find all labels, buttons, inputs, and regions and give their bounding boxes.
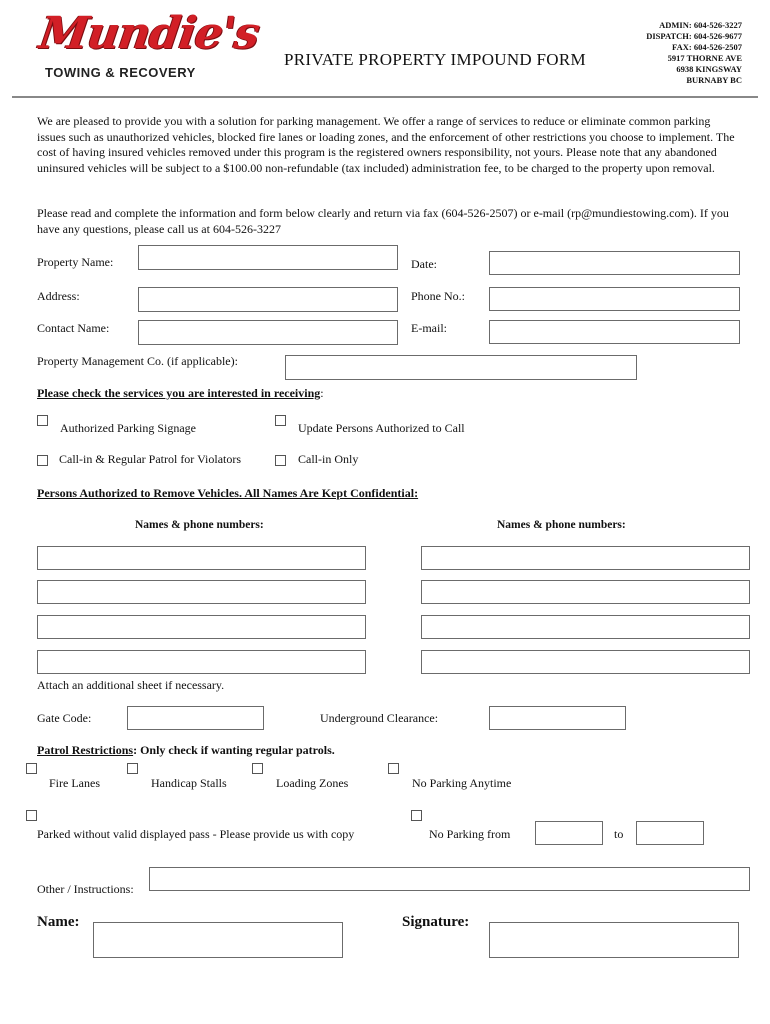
names-col-left-header: Names & phone numbers: (135, 519, 264, 531)
services-heading-colon: : (320, 386, 324, 400)
checkbox-call-in-only[interactable] (275, 455, 286, 466)
checkbox-authorized-parking-signage[interactable] (37, 415, 48, 426)
header-divider (12, 96, 758, 98)
email-field[interactable] (489, 320, 740, 344)
checkbox-update-persons-authorized[interactable] (275, 415, 286, 426)
patrol-heading-main: Patrol Restrictions (37, 743, 134, 757)
management-co-label: Property Management Co. (if applicable): (37, 354, 238, 368)
company-logo: Mundie's (36, 8, 262, 59)
email-label: E-mail: (411, 321, 447, 335)
gate-code-label: Gate Code: (37, 711, 92, 725)
checkbox-parked-without-pass[interactable] (26, 810, 37, 821)
person-field-right-4[interactable] (421, 650, 750, 674)
option-loading-zones: Loading Zones (276, 776, 349, 790)
checkbox-call-in-regular-patrol[interactable] (37, 455, 48, 466)
contact-address-2: 6938 KINGSWAY (676, 64, 742, 74)
option-no-parking-anytime: No Parking Anytime (412, 776, 512, 790)
persons-heading: Persons Authorized to Remove Vehicles. All Names Are Kept Confidential: (37, 486, 419, 500)
other-instructions-field[interactable] (149, 867, 750, 891)
name-field[interactable] (93, 922, 343, 958)
option-update-persons-authorized: Update Persons Authorized to Call (298, 421, 465, 435)
address-field[interactable] (138, 287, 398, 312)
contact-address-1: 5917 THORNE AVE (667, 53, 742, 63)
no-parking-to-time-field[interactable] (636, 821, 704, 845)
checkbox-loading-zones[interactable] (252, 763, 263, 774)
services-heading-text: Please check the services you are interested in receiving (37, 386, 321, 400)
option-parked-without-pass: Parked without valid displayed pass - Please provide us with copy (37, 827, 355, 841)
underground-clearance-field[interactable] (489, 706, 626, 730)
signature-label: Signature: (402, 914, 470, 930)
patrol-heading-note: : Only check if wanting regular patrols. (133, 743, 335, 757)
contact-name-field[interactable] (138, 320, 398, 345)
instructions-paragraph: Please read and complete the information and form below clearly and return via fax (604-526-2507) or e-mail (rp@mundiestowing.com). If you have any questions, please call us at 604-526-3227 (37, 206, 729, 236)
checkbox-handicap-stalls[interactable] (127, 763, 138, 774)
contact-fax: FAX: 604-526-2507 (672, 42, 742, 52)
no-parking-from-time-field[interactable] (535, 821, 603, 845)
checkbox-no-parking-anytime[interactable] (388, 763, 399, 774)
option-call-in-only: Call-in Only (298, 452, 359, 466)
phone-label: Phone No.: (411, 289, 465, 303)
option-no-parking-from: No Parking from (429, 827, 511, 841)
attach-note: Attach an additional sheet if necessary. (37, 678, 225, 692)
underground-clearance-label: Underground Clearance: (320, 711, 439, 725)
person-field-left-3[interactable] (37, 615, 366, 639)
signature-field[interactable] (489, 922, 739, 958)
date-field[interactable] (489, 251, 740, 275)
patrol-heading (37, 743, 335, 758)
contact-info (572, 20, 742, 86)
name-label: Name: (37, 914, 80, 930)
property-name-field[interactable] (138, 245, 398, 270)
other-instructions-label: Other / Instructions: (37, 882, 134, 896)
checkbox-no-parking-from[interactable] (411, 810, 422, 821)
names-col-right-header: Names & phone numbers: (497, 519, 626, 531)
company-logo-subtitle: TOWING & RECOVERY (45, 65, 196, 80)
person-field-left-1[interactable] (37, 546, 366, 570)
person-field-right-1[interactable] (421, 546, 750, 570)
intro-paragraph: We are pleased to provide you with a solution for parking management. We offer a range of services to reduce or eliminate common parking issues such as unauthorized vehicles, blocked fire lanes or loading zones, and the enforcement of other restrictions you choose to implement. The cost of having insured vehicles removed under this program is the registered owners responsibility, not yours. Please note that any abandoned uninsured vehicles will be subject to a $100.00 non-refundable (tax included) administration fee, to be charged to the property upon removal. (37, 114, 735, 175)
date-label: Date: (411, 257, 437, 271)
contact-city: BURNABY BC (686, 75, 742, 85)
management-co-field[interactable] (285, 355, 637, 380)
contact-name-label: Contact Name: (37, 321, 110, 335)
person-field-left-4[interactable] (37, 650, 366, 674)
contact-dispatch: DISPATCH: 604-526-9677 (646, 31, 742, 41)
person-field-left-2[interactable] (37, 580, 366, 604)
option-handicap-stalls: Handicap Stalls (151, 776, 227, 790)
gate-code-field[interactable] (127, 706, 264, 730)
services-heading (37, 386, 324, 401)
person-field-right-3[interactable] (421, 615, 750, 639)
option-fire-lanes: Fire Lanes (49, 776, 100, 790)
form-title: PRIVATE PROPERTY IMPOUND FORM (284, 50, 586, 69)
contact-admin: ADMIN: 604-526-3227 (659, 20, 742, 30)
no-parking-to-label: to (614, 827, 624, 841)
checkbox-fire-lanes[interactable] (26, 763, 37, 774)
person-field-right-2[interactable] (421, 580, 750, 604)
option-call-in-regular-patrol: Call-in & Regular Patrol for Violators (59, 452, 242, 466)
property-name-label: Property Name: (37, 255, 114, 269)
option-authorized-parking-signage: Authorized Parking Signage (60, 421, 196, 435)
address-label: Address: (37, 289, 80, 303)
phone-field[interactable] (489, 287, 740, 311)
